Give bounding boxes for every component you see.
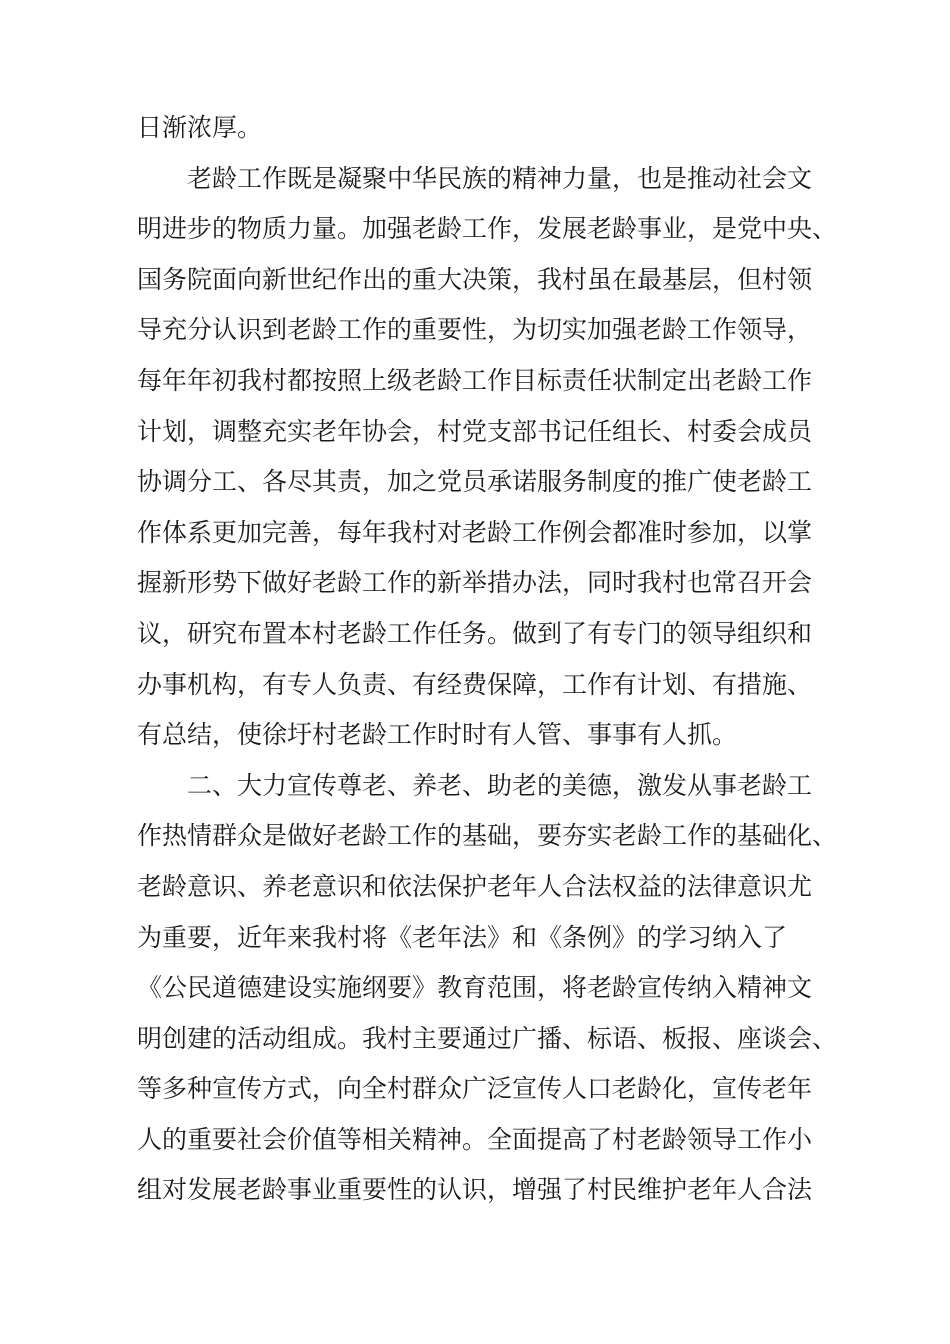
text-line: 老龄意识、养老意识和依法保护老年人合法权益的法律意识尤 xyxy=(137,871,813,901)
text-line: 明进步的物质力量。加强老龄工作，发展老龄事业，是党中央、 xyxy=(137,214,838,244)
body-text xyxy=(137,103,837,1216)
text-line: 协调分工、各尽其责，加之党员承诺服务制度的推广使老龄工 xyxy=(137,467,813,497)
text-line: 《公民道德建设实施纲要》教育范围，将老龄宣传纳入精神文 xyxy=(137,973,813,1003)
text-line: 人的重要社会价值等相关精神。全面提高了村老龄领导工作小 xyxy=(137,1124,813,1154)
text-line: 握新形势下做好老龄工作的新举措办法，同时我村也常召开会 xyxy=(137,568,813,598)
text-line: 作体系更加完善，每年我村对老龄工作例会都准时参加，以掌 xyxy=(137,517,813,547)
text-line: 作热情群众是做好老龄工作的基础，要夯实老龄工作的基础化、 xyxy=(137,821,838,851)
text-line: 二、大力宣传尊老、养老、助老的美德，激发从事老龄工 xyxy=(137,770,813,800)
text-line: 导充分认识到老龄工作的重要性，为切实加强老龄工作领导， xyxy=(137,315,813,345)
text-line: 有总结，使徐圩村老龄工作时时有人管、事事有人抓。 xyxy=(137,720,738,750)
text-line: 计划，调整充实老年协会，村党支部书记任组长、村委会成员 xyxy=(137,416,813,446)
text-line: 每年年初我村都按照上级老龄工作目标责任状制定出老龄工作 xyxy=(137,365,813,395)
text-line: 国务院面向新世纪作出的重大决策，我村虽在最基层，但村领 xyxy=(137,264,813,294)
text-line: 议，研究布置本村老龄工作任务。做到了有专门的领导组织和 xyxy=(137,618,813,648)
text-line: 办事机构，有专人负责、有经费保障，工作有计划、有措施、 xyxy=(137,669,813,699)
text-line: 为重要，近年来我村将《老年法》和《条例》的学习纳入了 xyxy=(137,922,788,952)
text-line: 组对发展老龄事业重要性的认识，增强了村民维护老年人合法 xyxy=(137,1175,813,1205)
text-line: 明创建的活动组成。我村主要通过广播、标语、板报、座谈会、 xyxy=(137,1023,838,1053)
text-line: 老龄工作既是凝聚中华民族的精神力量，也是推动社会文 xyxy=(137,163,813,193)
text-line: 日渐浓厚。 xyxy=(137,113,263,142)
text-line: 等多种宣传方式，向全村群众广泛宣传人口老龄化，宣传老年 xyxy=(137,1074,813,1104)
